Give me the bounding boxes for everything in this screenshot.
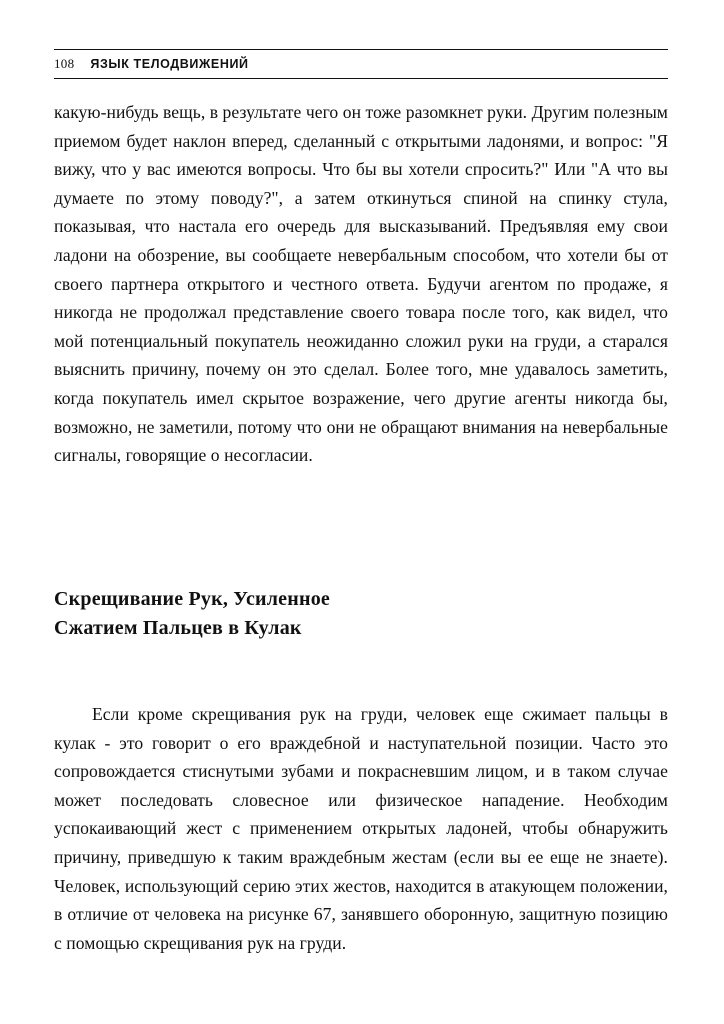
section-heading-line-2: Сжатием Пальцев в Кулак (54, 617, 302, 639)
header-top-rule (54, 49, 668, 50)
section-heading (54, 585, 668, 643)
running-title: ЯЗЫК ТЕЛОДВИЖЕНИЙ (90, 57, 249, 71)
header-bottom-rule (54, 78, 668, 79)
body-paragraph-2: Если кроме скрещивания рук на груди, человек еще сжимает пальцы в кулак - это говорит о его враждебной и наступательной позиции. Часто это сопровождается стиснутыми зубами и покрасневшим лицом, и в таком случае может последовать словесное или физическое нападение. Необходим успокаивающий жест с применением открытых ладоней, чтобы обнаружить причину, приведшую к таким враждебным жестам (если вы ее еще не знаете). Человек, использующий серию этих жестов, находится в атакующем положении, в отличие от человека на рисунке 67, занявшего оборонную, защитную позицию с помощью скрещивания рук на груди. (54, 704, 668, 953)
page-number: 108 (54, 56, 75, 71)
section-heading-line-1: Скрещивание Рук, Усиленное (54, 588, 330, 610)
body-paragraph-1: какую-нибудь вещь, в результате чего он тоже разомкнет руки. Другим полезным приемом будет наклон вперед, сделанный с открытыми ладонями, и вопрос: "Я вижу, что у вас имеются вопросы. Что бы вы хотели спросить?" Или "А что вы думаете по этому поводу?", а затем откинуться спиной на спинку стула, показывая, что настала его очередь для высказываний. Предъявляя ему свои ладони на обозрение, вы сообщаете невербальным способом, что хотели бы от своего партнера открытого и честного ответа. Будучи агентом по продаже, я никогда не продолжал представление своего товара после того, как видел, что мой потенциальный покупатель неожиданно сложил руки на груди, а старался выяснить причину, почему он это сделал. Более того, мне удавалось заметить, когда покупатель имел скрытое возражение, чего другие агенты никогда бы, возможно, не заметили, потому что они не обращают внимания на невербальные сигналы, говорящие о несогласии. (54, 102, 668, 466)
running-header (54, 51, 668, 77)
